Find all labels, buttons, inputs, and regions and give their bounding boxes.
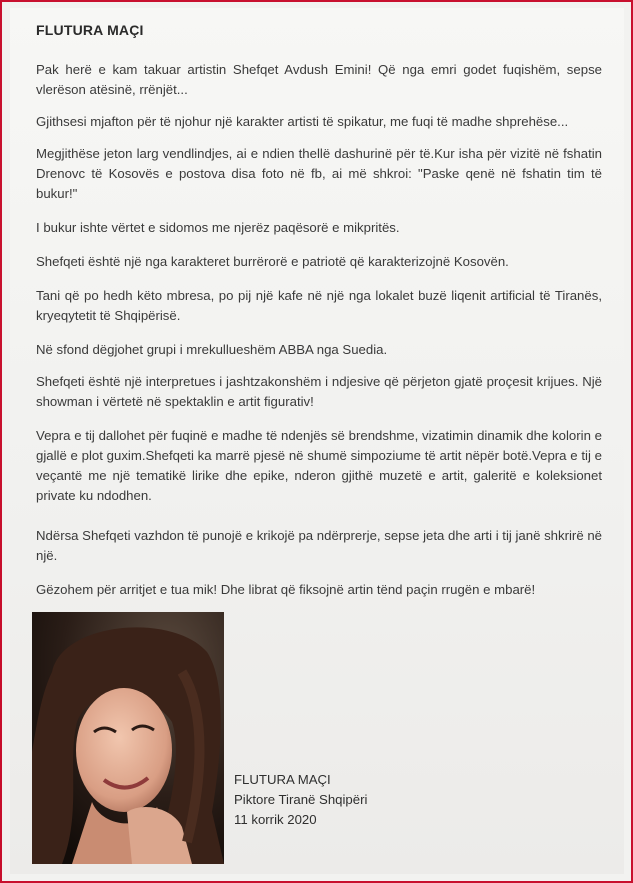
paragraph: I bukur ishte vërtet e sidomos me njerëz paqësorë e mikpritës. [36,220,400,235]
paragraph: Shefqeti është një interpretues i jashtzakonshëm i ndjesive që përjeton gjatë proçesit krijues. Një showman i vërtetë në spektaklin e artit figurativ! [36,374,602,409]
document-page [10,8,624,874]
paragraph: Tani që po hedh këto mbresa, po pij një kafe në një nga lokalet buzë liqenit artificial të Tiranës, kryeqytetit të Shqipërisë. [36,288,602,323]
paragraph: Gjithsesi mjafton për të njohur një karakter artisti të spikatur, me fuqi të madhe shprehëse... [36,114,569,129]
paragraph: Shefqeti është një nga karakteret burrërorë e patriotë që karakterizojnë Kosovën. [36,254,509,269]
paragraph: Në sfond dëgjohet grupi i mrekullueshëm ABBA nga Suedia. [36,342,388,357]
document-title: FLUTURA MAÇI [36,22,144,38]
paragraph: Vepra e tij dallohet për fuqinë e madhe të ndenjës së brendshme, vizatimin dinamik dhe kolorin e gjallë e plot guxim.Shefqeti ka marrë pjesë në shumë simpoziume të artit nëpër botë.Vepra e tij e veçantë me një tematikë lirike dhe epike, nderon gjithë muzetë e artit, galeritë e koleksionet private ku ndodhen. [36,428,602,503]
signature-block [234,770,367,830]
paragraph: Pak herë e kam takuar artistin Shefqet Avdush Emini! Që nga emri godet fuqishëm, sepse vlerëson atësinë, rrënjët... [36,62,602,97]
author-portrait-photo [32,612,224,864]
signature-date: 11 korrik 2020 [234,812,317,827]
paragraph: Megjithëse jeton larg vendlindjes, ai e ndien thellë dashurinë për të.Kur isha për vizitë në fshatin Drenovc të Kosovës e postova disa foto në fb, ai më shkroi: "Paske qenë në fshatin tim të bukur!" [36,146,602,201]
paragraph: Ndërsa Shefqeti vazhdon të punojë e krikojë pa ndërprerje, sepse jeta dhe arti i tij janë shkrirë në një. [36,528,602,563]
paragraph: Gëzohem për arritjet e tua mik! Dhe librat që fiksojnë artin tënd paçin rrugën e mbarë! [36,582,536,597]
signature-role: Piktore Tiranë Shqipëri [234,792,368,807]
signature-name: FLUTURA MAÇI [234,772,331,787]
